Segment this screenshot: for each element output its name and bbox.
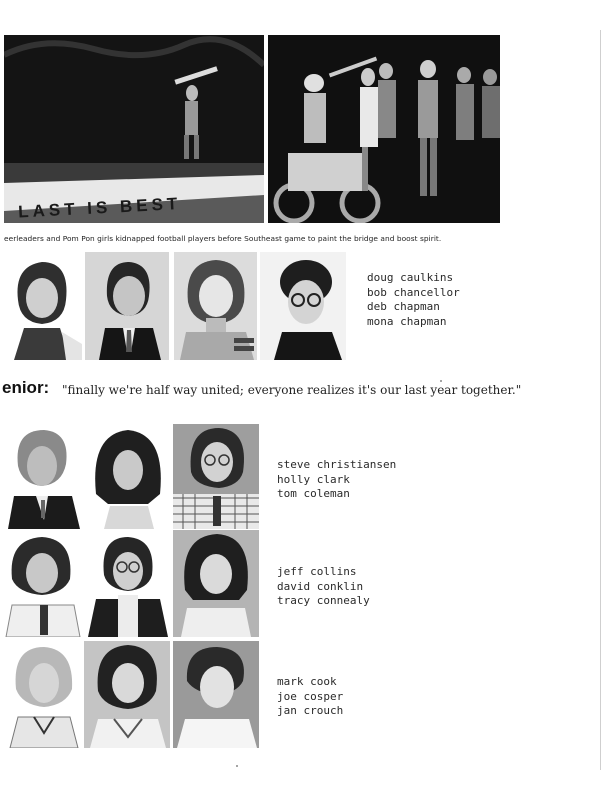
name-line: deb chapman xyxy=(367,300,440,313)
banner-text: LAST IS BEST xyxy=(17,194,182,222)
name-line: mona chapman xyxy=(367,314,447,328)
portrait-bob-chancellor xyxy=(85,252,169,360)
portrait-jeff-collins xyxy=(4,533,82,637)
names-group-3 xyxy=(277,565,370,609)
portrait-jan-crouch xyxy=(173,641,259,748)
portrait-doug-caulkins xyxy=(4,252,82,360)
name-line: tracy connealy xyxy=(277,594,370,607)
photo-caption: eerleaders and Pom Pon girls kidnapped football players before Southeast game to paint the bridge and boost spirit. xyxy=(4,234,442,243)
names-group-2 xyxy=(277,458,396,502)
name-line: bob chancellor xyxy=(367,285,460,299)
portrait-mark-cook xyxy=(4,641,82,748)
name-line: david conklin xyxy=(277,579,364,593)
name-line: jan crouch xyxy=(277,704,344,717)
portrait-mona-chapman xyxy=(260,252,346,360)
name-line: joe cosper xyxy=(277,689,344,703)
portrait-tom-coleman xyxy=(173,424,259,529)
names-group-1 xyxy=(367,271,460,329)
section-label: enior: xyxy=(2,378,50,397)
portrait-tracy-connealy xyxy=(173,530,259,637)
name-line: holly clark xyxy=(277,472,350,486)
name-line: doug caulkins xyxy=(367,271,454,284)
names-group-4 xyxy=(277,675,343,719)
portrait-deb-chapman xyxy=(174,252,257,360)
name-line: jeff collins xyxy=(277,565,357,578)
portrait-steve-christiansen xyxy=(4,424,82,529)
scan-speck xyxy=(236,765,238,767)
senior-quote: "finally we're half way united; everyone realizes it's our last year together." xyxy=(62,383,522,397)
scan-edge xyxy=(600,30,601,770)
name-line: tom coleman xyxy=(277,487,350,500)
scan-speck xyxy=(440,380,442,382)
portrait-joe-cosper xyxy=(84,641,170,748)
motorcycle-crowd-photo xyxy=(268,35,500,223)
portrait-david-conklin xyxy=(84,533,170,637)
bridge-painting-photo xyxy=(4,35,264,223)
portrait-holly-clark xyxy=(86,424,170,529)
name-line: steve christiansen xyxy=(277,458,397,471)
name-line: mark cook xyxy=(277,675,337,688)
